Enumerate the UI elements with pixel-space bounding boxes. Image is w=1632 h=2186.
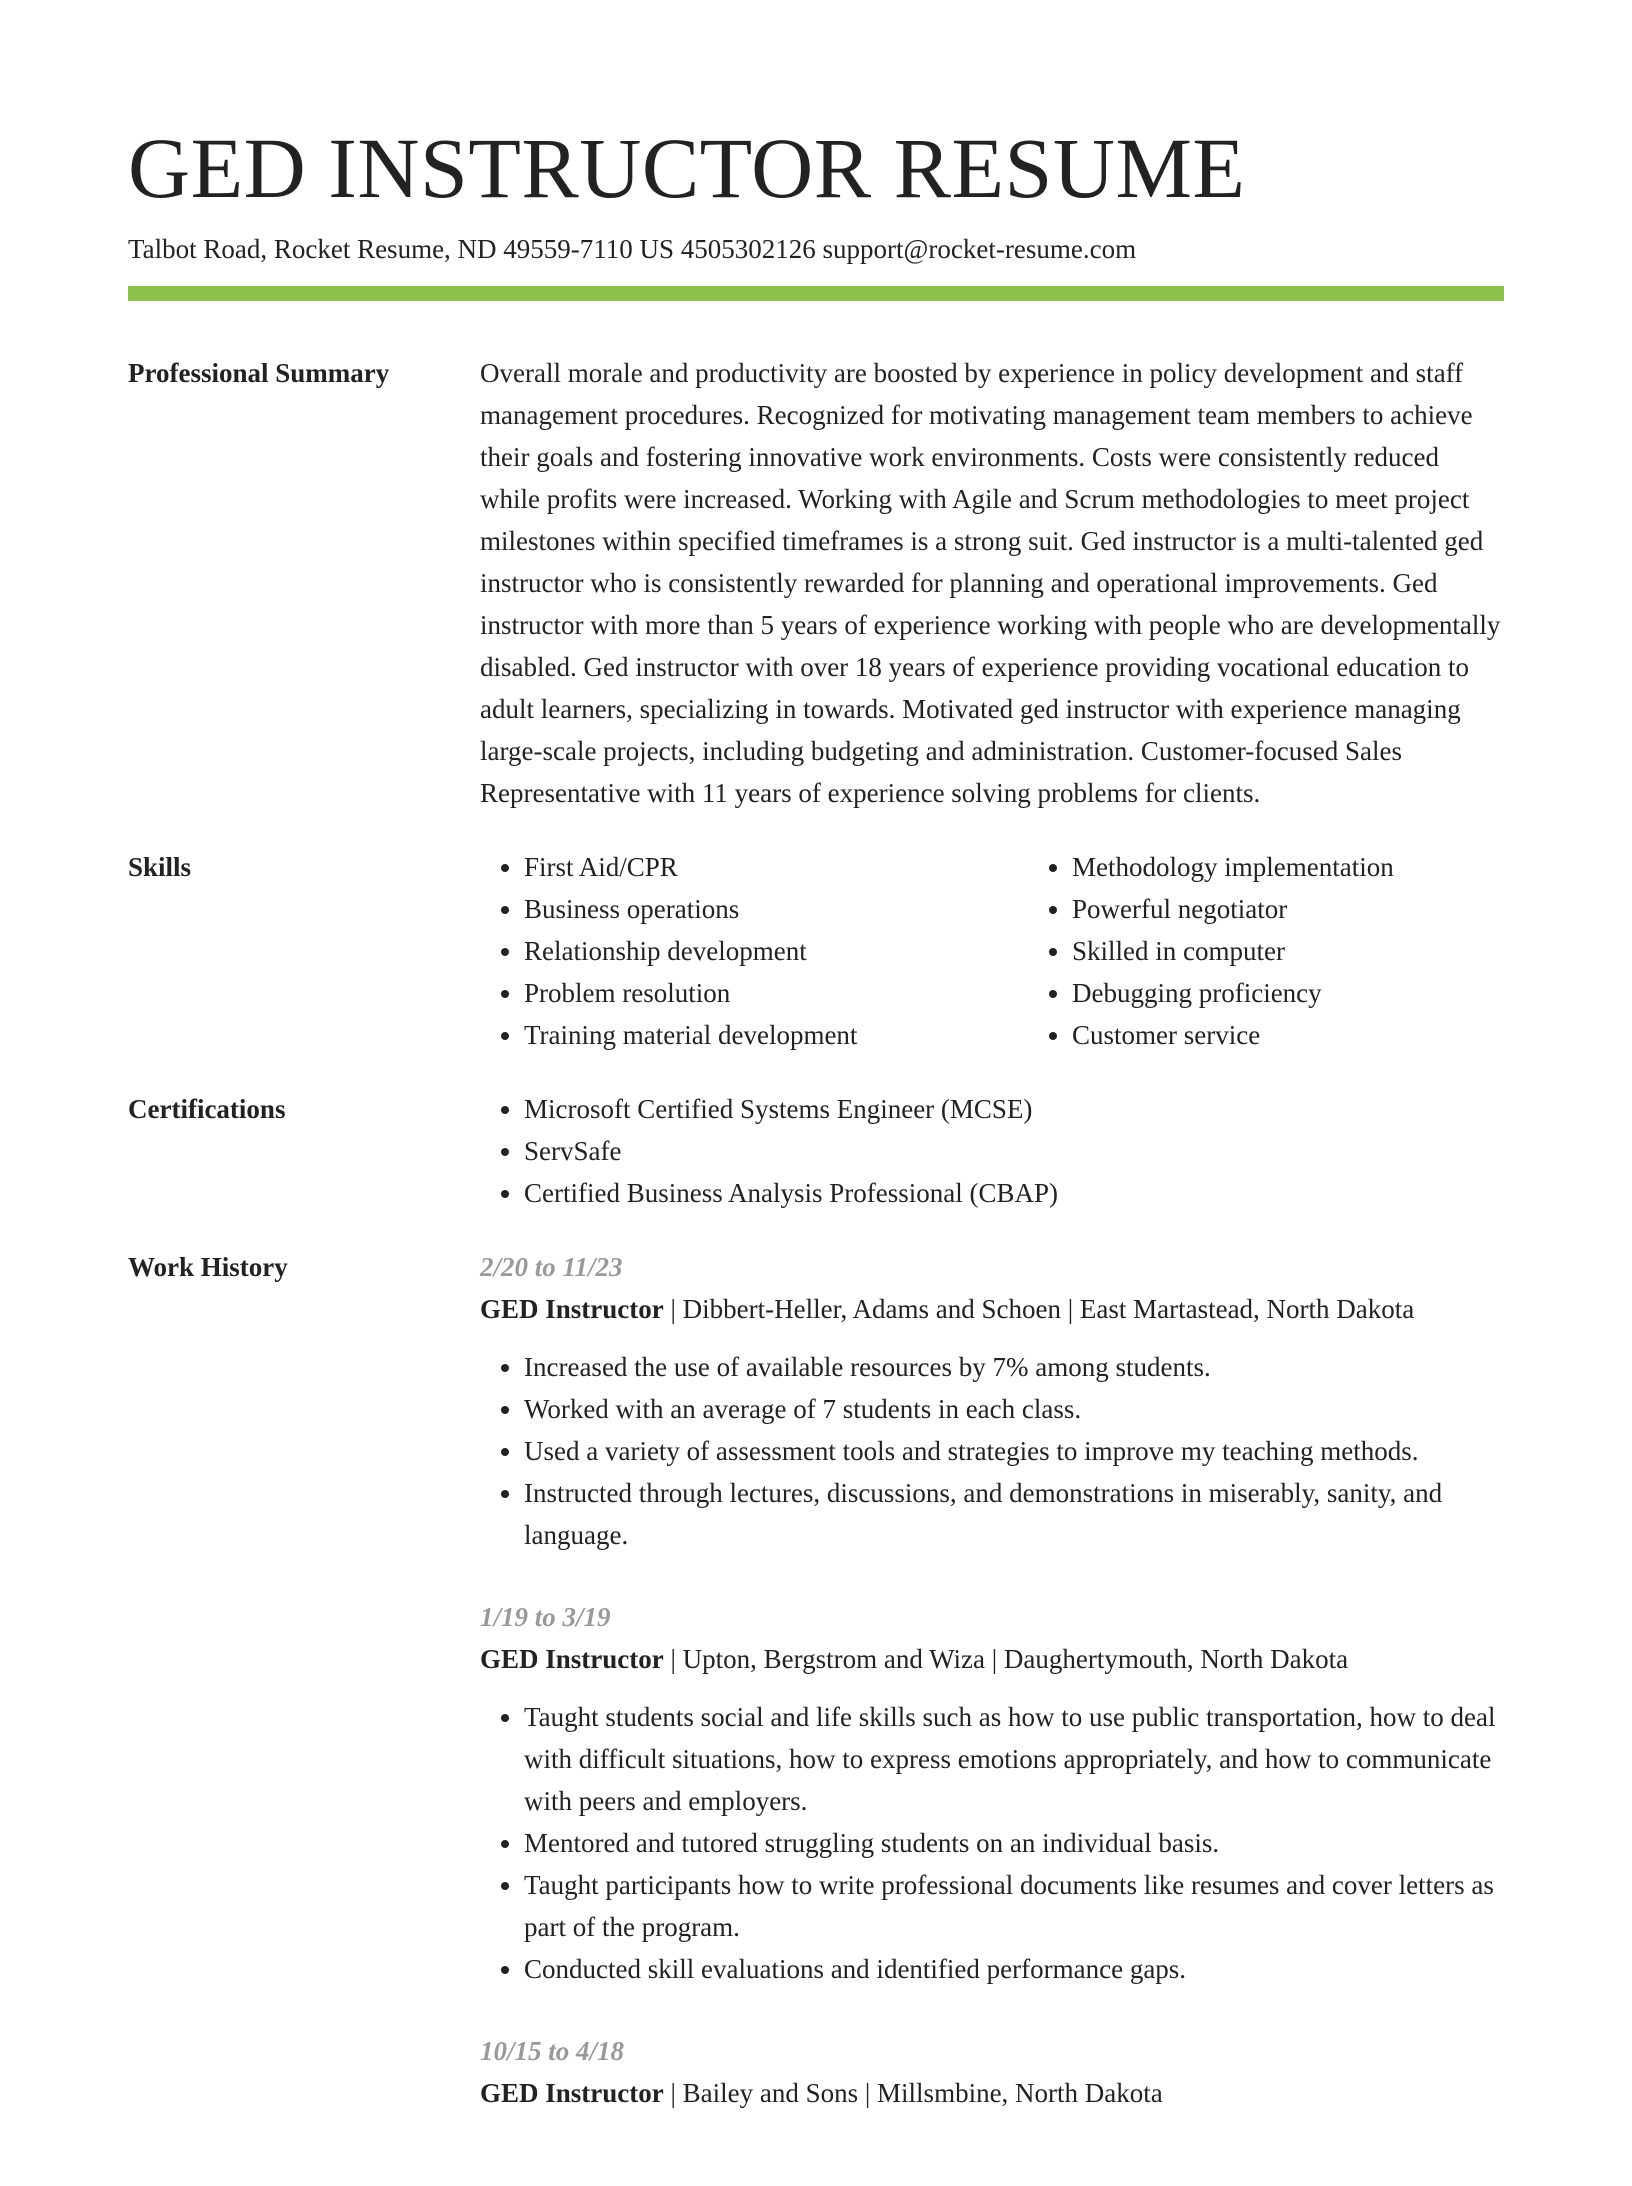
summary-section [128, 352, 1504, 814]
job-dates: 10/15 to 4/18 [480, 2036, 625, 2066]
skills-list-right [1028, 846, 1576, 1056]
certifications-section [128, 1088, 1504, 1214]
skills-section [128, 846, 1504, 1056]
skill-item: • Debugging proficiency [1072, 972, 1576, 1014]
accent-divider [128, 286, 1504, 301]
job-bullet: • Mentored and tutored struggling students on an individual basis. [524, 1822, 1504, 1864]
summary-body [480, 352, 1504, 814]
skill-item: • Methodology implementation [1072, 846, 1576, 888]
certification-item: • ServSafe [524, 1130, 1504, 1172]
job-entry [480, 1596, 1504, 1990]
skill-item: • Relationship development [524, 930, 1028, 972]
job-header [480, 1288, 1504, 1330]
job-bullet: • Used a variety of assessment tools and strategies to improve my teaching methods. [524, 1430, 1504, 1472]
job-dates: 2/20 to 11/23 [480, 1252, 623, 1282]
skill-item: • Skilled in computer [1072, 930, 1576, 972]
job-bullet: • Taught students social and life skills such as how to use public transportation, how to deal with difficult situations, how to express emotions appropriately, and how to communicate with peers and employers. [524, 1696, 1504, 1822]
job-bullet: • Taught participants how to write professional documents like resumes and cover letters as part of the program. [524, 1864, 1504, 1948]
job-employer-location: | Bailey and Sons | Millsmbine, North Dakota [663, 2078, 1163, 2108]
summary-heading: Professional Summary [128, 358, 390, 388]
skill-item: • First Aid/CPR [524, 846, 1028, 888]
job-header [480, 2072, 1504, 2114]
skill-item: • Training material development [524, 1014, 1028, 1056]
job-bullet: • Increased the use of available resources by 7% among students. [524, 1346, 1504, 1388]
skill-item: • Powerful negotiator [1072, 888, 1576, 930]
skills-body [480, 846, 1576, 1056]
work-history-body [480, 1246, 1504, 2154]
job-employer-location: | Upton, Bergstrom and Wiza | Daughertymouth, North Dakota [663, 1644, 1349, 1674]
skill-item: • Business operations [524, 888, 1028, 930]
job-entry [480, 1246, 1504, 1556]
job-bullets [480, 1346, 1504, 1556]
job-entry [480, 2030, 1504, 2114]
job-dates: 1/19 to 3/19 [480, 1602, 611, 1632]
job-title: GED Instructor [480, 1644, 664, 1674]
summary-text: Overall morale and productivity are boosted by experience in policy development and staff management procedures. Recognized for motivating management team members to achieve their goals and fostering innovative work environments. Costs were consistently reduced while profits were increased. Working with Agile and Scrum methodologies to meet project milestones within specified timeframes is a strong suit. Ged instructor is a multi-talented ged instructor who is consistently rewarded for planning and operational improvements. Ged instructor with more than 5 years of experience working with people who are developmentally disabled. Ged instructor with over 18 years of experience providing vocational education to adult learners, specializing in towards. Motivated ged instructor with experience managing large-scale projects, including budgeting and administration. Customer-focused Sales Representative with 11 years of experience solving problems for clients. [480, 358, 1501, 808]
work-history-section [128, 1246, 1504, 2154]
resume-sections [128, 352, 1504, 2186]
certifications-body [480, 1088, 1504, 1214]
job-bullets [480, 1696, 1504, 1990]
job-employer-location: | Dibbert-Heller, Adams and Schoen | East Martastead, North Dakota [663, 1294, 1415, 1324]
job-bullet: • Worked with an average of 7 students in each class. [524, 1388, 1504, 1430]
skills-list-left [480, 846, 1028, 1056]
job-title: GED Instructor [480, 2078, 664, 2108]
skill-item: • Customer service [1072, 1014, 1576, 1056]
job-bullet: • Conducted skill evaluations and identified performance gaps. [524, 1948, 1504, 1990]
skill-item: • Problem resolution [524, 972, 1028, 1014]
skills-heading: Skills [128, 852, 192, 882]
job-header [480, 1638, 1504, 1680]
work-history-heading: Work History [128, 1252, 288, 1282]
job-title: GED Instructor [480, 1294, 664, 1324]
job-bullet: • Instructed through lectures, discussions, and demonstrations in miserably, sanity, and language. [524, 1472, 1504, 1556]
certification-item: • Certified Business Analysis Professional (CBAP) [524, 1172, 1504, 1214]
certifications-list [480, 1088, 1504, 1214]
certifications-heading: Certifications [128, 1094, 286, 1124]
contact-line: Talbot Road, Rocket Resume, ND 49559-7110 US 4505302126 support@rocket-resume.com [128, 234, 1137, 264]
resume-title: GED INSTRUCTOR RESUME [128, 120, 1246, 216]
certification-item: • Microsoft Certified Systems Engineer (MCSE) [524, 1088, 1504, 1130]
